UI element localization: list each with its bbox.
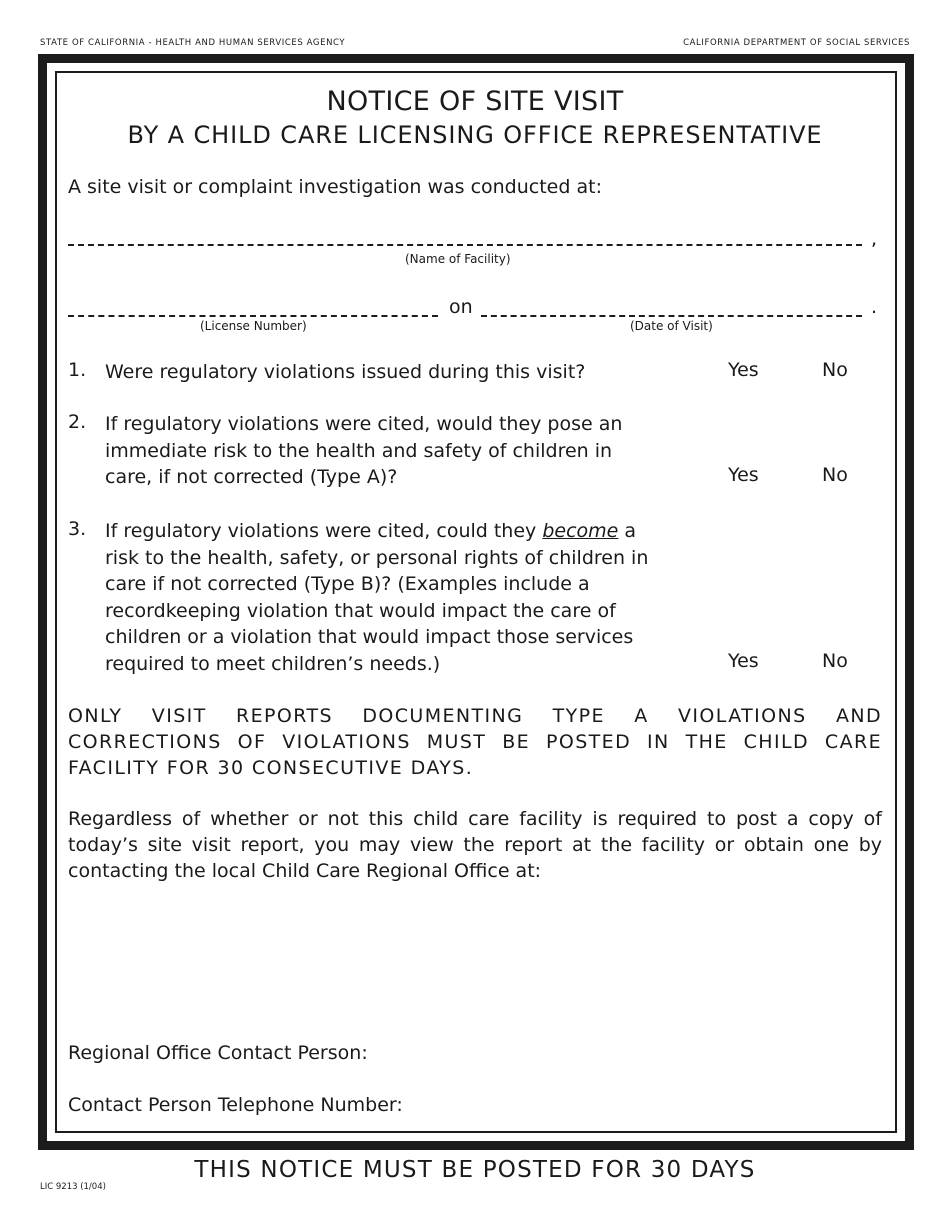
question-3-no[interactable]: No xyxy=(822,650,848,672)
contact-person-label: Regional Office Contact Person: xyxy=(68,1042,368,1064)
date-of-visit-label: (Date of Visit) xyxy=(630,319,713,333)
question-2-line: immediate risk to the health and safety of children in xyxy=(105,439,613,462)
question-3-text-end: a xyxy=(624,520,637,542)
posting-requirement: ONLY VISIT REPORTS DOCUMENTING TYPE A VIOLATIONS AND CORRECTIONS OF VIOLATIONS MUST BE POSTED IN THE CHILD CARE FACILITY FOR 30 CONSECUTIVE DAYS. xyxy=(68,705,882,779)
question-2-no[interactable]: No xyxy=(822,464,848,486)
contact-phone-label: Contact Person Telephone Number: xyxy=(68,1094,403,1116)
facility-comma: , xyxy=(871,228,878,250)
question-2-line: If regulatory violations were cited, would they pose an xyxy=(105,413,623,435)
question-3-text-start: If regulatory violations were cited, could they xyxy=(105,520,537,542)
question-3-line: children or a violation that would impact those services xyxy=(105,626,634,648)
department-header: CALIFORNIA DEPARTMENT OF SOCIAL SERVICES xyxy=(683,38,910,48)
question-1-text xyxy=(105,359,585,386)
question-3-line: risk to the health, safety, or personal rights of children in xyxy=(105,546,649,569)
question-3-line: care if not corrected (Type B)? (Examples include a xyxy=(105,573,590,595)
page-subtitle: BY A CHILD CARE LICENSING OFFICE REPRESENTATIVE xyxy=(127,121,823,149)
question-1-yes[interactable]: Yes xyxy=(728,359,759,381)
question-2-text xyxy=(105,411,622,491)
question-3-text xyxy=(105,518,648,677)
become-emphasis: become xyxy=(542,520,619,542)
question-2-yes[interactable]: Yes xyxy=(728,464,759,486)
question-1-line: Were regulatory violations issued during this visit? xyxy=(105,361,586,383)
license-number-label: (License Number) xyxy=(200,319,307,333)
intro-text: A site visit or complaint investigation was conducted at: xyxy=(68,176,602,198)
question-3-line: recordkeeping violation that would impact the care of xyxy=(105,599,616,622)
on-word: on xyxy=(449,296,473,318)
form-number: LIC 9213 (1/04) xyxy=(40,1182,106,1192)
question-2-line: care, if not corrected (Type A)? xyxy=(105,466,398,488)
date-of-visit-field[interactable] xyxy=(481,315,862,317)
license-number-field[interactable] xyxy=(68,315,438,317)
question-3-number: 3. xyxy=(68,518,87,540)
question-1-number: 1. xyxy=(68,359,87,381)
facility-name-field[interactable] xyxy=(68,244,862,246)
date-period: . xyxy=(871,296,878,318)
question-3-yes[interactable]: Yes xyxy=(728,650,759,672)
footer-notice: THIS NOTICE MUST BE POSTED FOR 30 DAYS xyxy=(194,1157,756,1183)
question-2-number: 2. xyxy=(68,411,87,433)
question-3-line xyxy=(105,518,648,545)
agency-header: STATE OF CALIFORNIA - HEALTH AND HUMAN SERVICES AGENCY xyxy=(40,38,346,48)
question-3-line: required to meet children’s needs.) xyxy=(105,652,441,675)
question-1-no[interactable]: No xyxy=(822,359,848,381)
report-access-paragraph: Regardless of whether or not this child care facility is required to post a copy of today’s site visit report, you may view the report at the facility or obtain one by contacting the local Child Care Regional Office at: xyxy=(68,808,882,882)
page-title: NOTICE OF SITE VISIT xyxy=(326,86,624,117)
facility-name-label: (Name of Facility) xyxy=(405,252,511,266)
